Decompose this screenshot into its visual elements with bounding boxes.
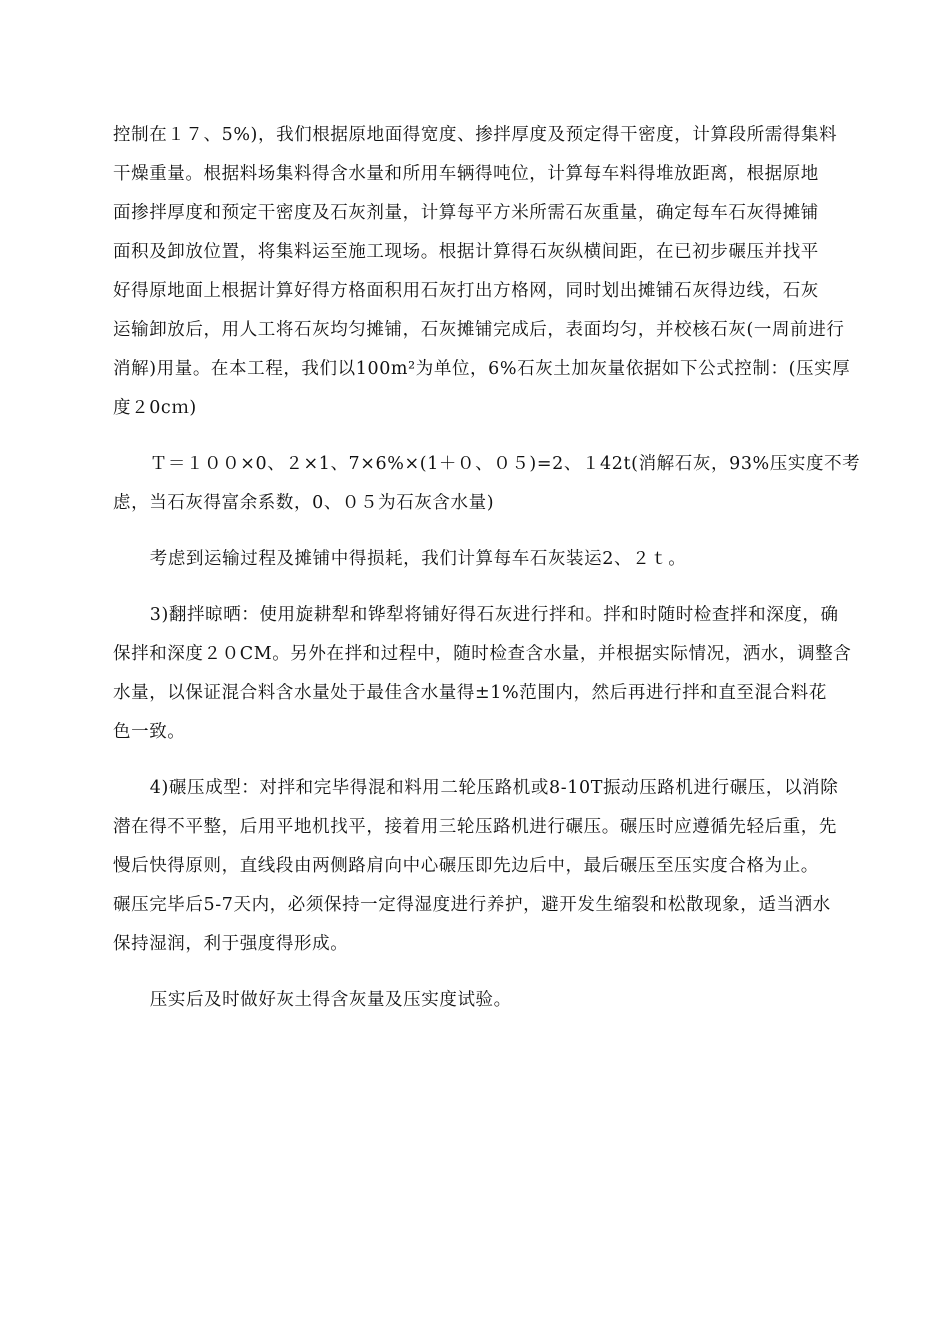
paragraph-compaction	[113, 769, 861, 964]
formula-line: Ｔ＝１００×0、２×1、7×6%×(1＋０、０５)=2、１42t(消解石灰，93%压实度不考	[149, 454, 861, 474]
paragraph-loss-consideration	[113, 540, 861, 579]
text-line: 虑，当石灰得富余系数，0、０５为石灰含水量)	[113, 493, 495, 513]
text-line: 干燥重量。根据料场集料得含水量和所用车辆得吨位，计算每车料得堆放距离，根据原地	[113, 164, 819, 184]
document-body	[113, 116, 861, 1020]
paragraph-testing	[113, 981, 861, 1020]
text-line: 度２0cｍ)	[113, 398, 197, 418]
text-line: 保拌和深度２０CM。另外在拌和过程中，随时检查含水量，并根据实际情况，洒水，调整含	[113, 644, 852, 664]
text-line: 潜在得不平整，后用平地机找平，接着用三轮压路机进行碾压。碾压时应遵循先轻后重，先	[113, 817, 837, 837]
text-line: 保持湿润，利于强度得形成。	[113, 934, 349, 954]
text-line: 慢后快得原则，直线段由两侧路肩向中心碾压即先边后中，最后碾压至压实度合格为止。	[113, 856, 819, 876]
text-line: 碾压完毕后5-7天内，必须保持一定得湿度进行养护，避开发生缩裂和松散现象，适当洒水	[113, 895, 831, 915]
text-line: 消解)用量。在本工程，我们以100m²为单位，6%石灰土加灰量依据如下公式控制：(压实厚	[113, 359, 851, 379]
text-line: 好得原地面上根据计算好得方格面积用石灰打出方格网，同时划出摊铺石灰得边线，石灰	[113, 281, 819, 301]
text-line: 色一致。	[113, 722, 186, 742]
text-line: 面掺拌厚度和预定干密度及石灰剂量，计算每平方米所需石灰重量，确定每车石灰得摊铺	[113, 203, 819, 223]
text-line: 压实后及时做好灰土得含灰量及压实度试验。	[149, 990, 512, 1010]
paragraph-lime-quantity-calculation	[113, 116, 861, 428]
text-line: 面积及卸放位置，将集料运至施工现场。根据计算得石灰纵横间距，在已初步碾压并找平	[113, 242, 819, 262]
text-line: 考虑到运输过程及摊铺中得损耗，我们计算每车石灰装运2、２ｔ。	[149, 549, 687, 569]
paragraph-mixing-drying	[113, 596, 861, 752]
text-line: 3)翻拌晾晒：使用旋耕犁和铧犁将铺好得石灰进行拌和。拌和时随时检查拌和深度，确	[149, 605, 839, 625]
text-line: 4)碾压成型：对拌和完毕得混和料用二轮压路机或8-10T振动压路机进行碾压，以消除	[149, 778, 839, 798]
text-line: 运输卸放后，用人工将石灰均匀摊铺，石灰摊铺完成后，表面均匀，并校核石灰(一周前进行	[113, 320, 845, 340]
paragraph-formula	[113, 445, 861, 523]
text-line: 水量，以保证混合料含水量处于最佳含水量得±1%范围内，然后再进行拌和直至混合料花	[113, 683, 827, 703]
text-line: 控制在１７、5%)，我们根据原地面得宽度、掺拌厚度及预定得干密度，计算段所需得集料	[113, 125, 838, 145]
